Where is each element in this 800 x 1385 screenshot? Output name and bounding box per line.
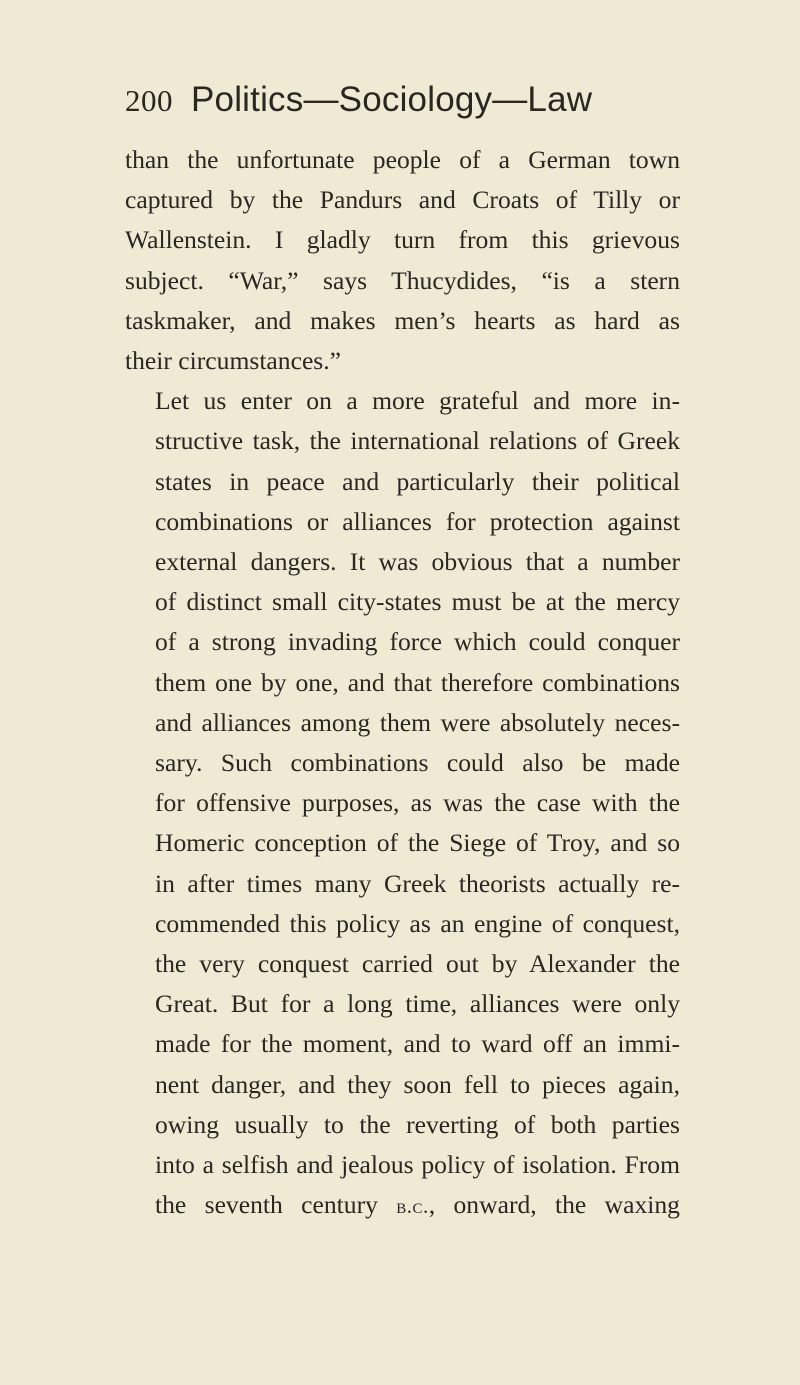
running-head-title: Politics—Sociology—Law	[191, 80, 593, 119]
text-line: subject. “War,” says Thucydides, “is a stern	[125, 265, 680, 295]
text-line: Wallenstein. I gladly turn from this grievous	[125, 225, 680, 255]
text-line: structive task, the international relations of Greek	[155, 426, 680, 456]
text-line: owing usually to the reverting of both parties	[155, 1109, 680, 1139]
text-run: , onward, the waxing	[428, 1190, 680, 1220]
text-line: Homeric conception of the Siege of Troy, and so	[155, 828, 680, 858]
era-abbreviation: b.c.	[396, 1194, 429, 1219]
page-number: 200	[125, 83, 173, 118]
text-line: their circumstances.”	[125, 346, 342, 376]
text-line: taskmaker, and makes men’s hearts as hard as	[125, 305, 680, 335]
text-line: of distinct small city-states must be at the mercy	[155, 587, 680, 617]
text-line: made for the moment, and to ward off an immi-	[155, 1029, 680, 1059]
text-line: for offensive purposes, as was the case with the	[155, 788, 680, 818]
text-line: states in peace and particularly their political	[155, 466, 680, 496]
text-line-final	[125, 1185, 680, 1226]
running-head	[125, 80, 680, 132]
text-line: the very conquest carried out by Alexander the	[155, 949, 680, 979]
text-line: nent danger, and they soon fell to pieces again,	[155, 1069, 680, 1099]
page	[125, 80, 680, 1226]
text-line: sary. Such combinations could also be made	[155, 748, 680, 778]
text-line: commended this policy as an engine of conquest,	[155, 908, 680, 938]
paragraph-1	[125, 140, 680, 381]
text-line: Great. But for a long time, alliances were only	[155, 989, 680, 1019]
text-line: of a strong invading force which could conquer	[155, 627, 680, 657]
paragraph-2	[125, 381, 680, 1226]
text-line: external dangers. It was obvious that a number	[155, 547, 680, 577]
text-line: combinations or alliances for protection against	[155, 506, 680, 536]
text-line: and alliances among them were absolutely neces-	[155, 707, 680, 737]
text-line: in after times many Greek theorists actually re-	[155, 868, 680, 898]
text-line: Let us enter on a more grateful and more in-	[155, 386, 680, 416]
text-line: than the unfortunate people of a German town	[125, 145, 680, 174]
body-text	[125, 140, 680, 1226]
text-line: them one by one, and that therefore combinations	[155, 667, 680, 697]
text-run: the seventh century	[155, 1190, 378, 1220]
text-line: into a selfish and jealous policy of isolation. From	[155, 1150, 680, 1180]
text-line: captured by the Pandurs and Croats of Tilly or	[125, 185, 680, 215]
